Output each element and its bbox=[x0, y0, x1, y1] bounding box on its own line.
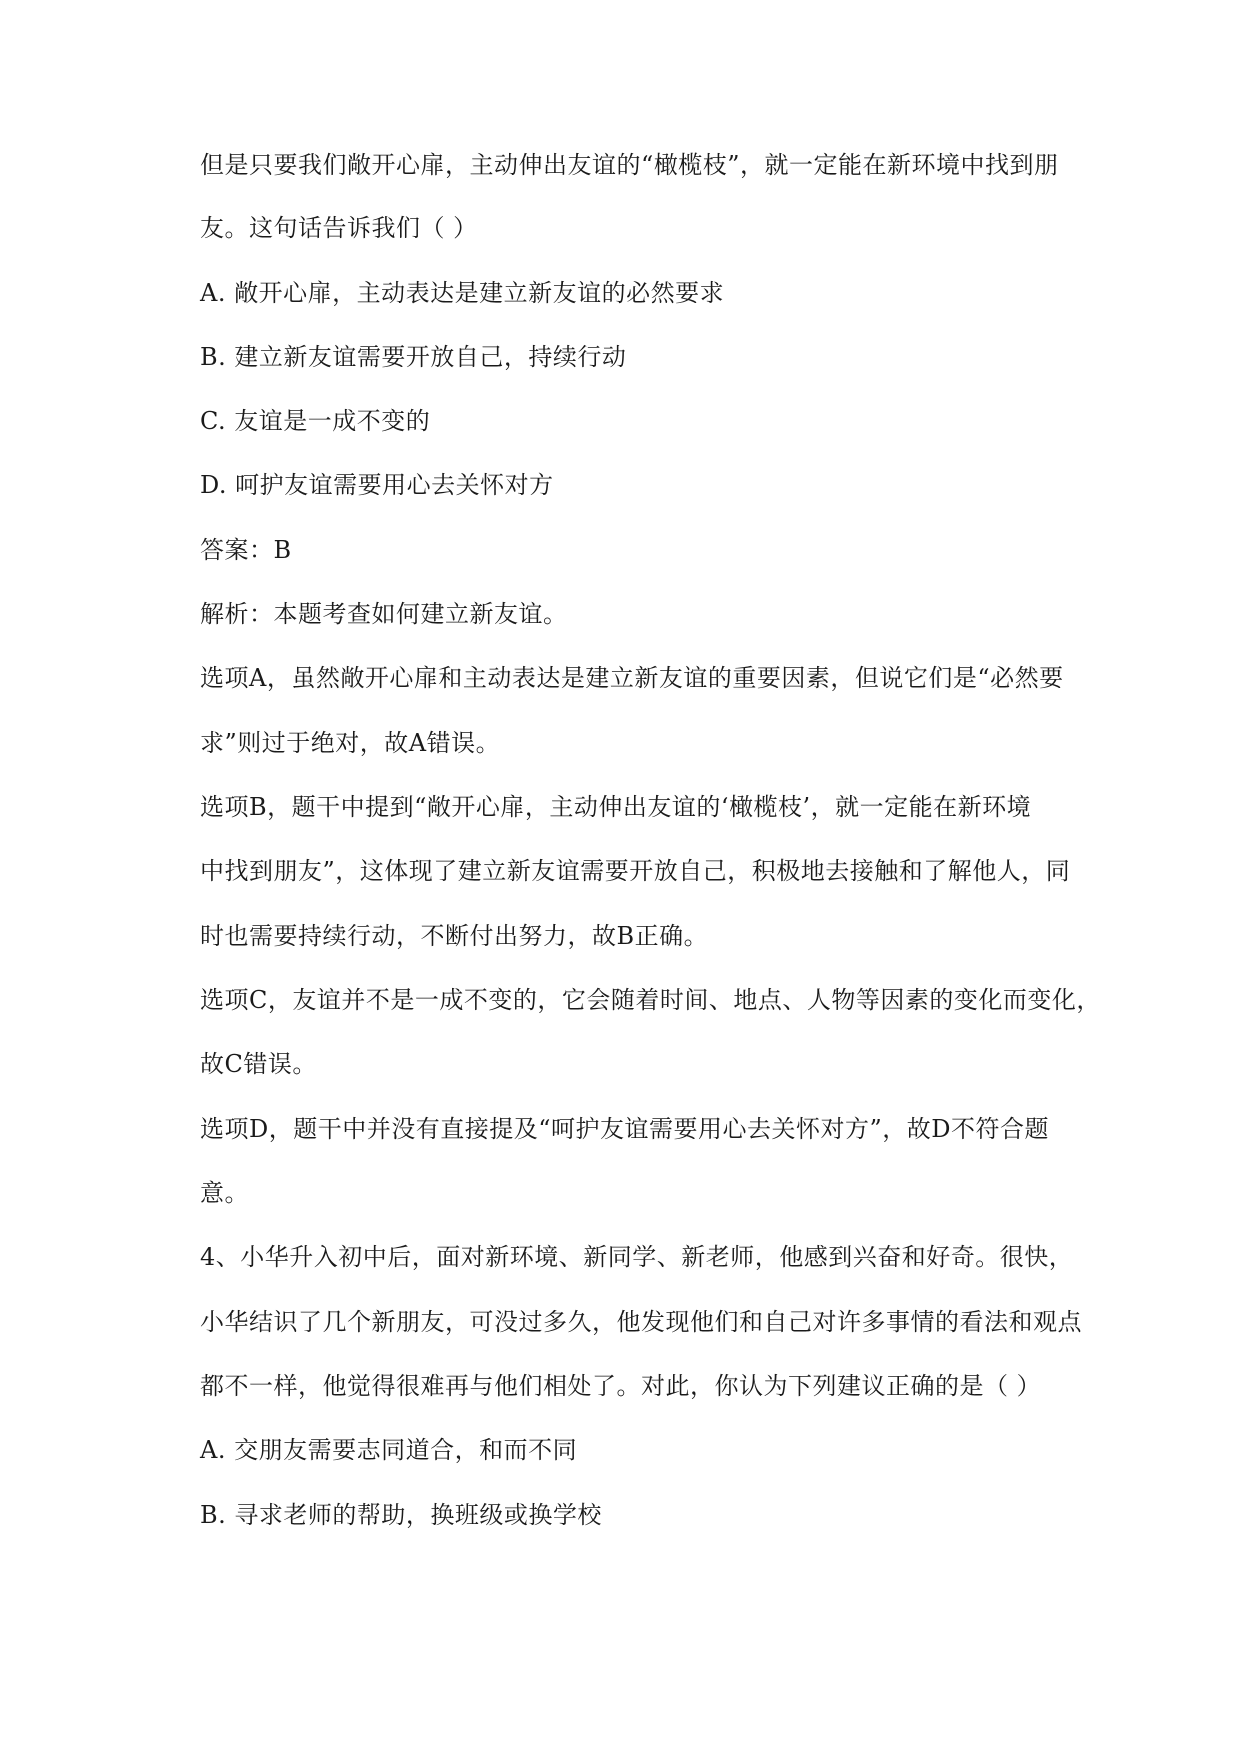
analysis-option-c-line-1: 选项C，友谊并不是一成不变的，它会随着时间、地点、人物等因素的变化而变化， bbox=[200, 986, 1101, 1014]
question-3-option-b: B. 建立新友谊需要开放自己，持续行动 bbox=[200, 343, 627, 371]
question-4-stem-line-3: 都不一样，他觉得很难再与他们相处了。对此，你认为下列建议正确的是（ ） bbox=[200, 1372, 1042, 1400]
analysis-option-a-line-2: 求”则过于绝对，故A错误。 bbox=[200, 729, 501, 757]
analysis-option-b-line-2: 中找到朋友”，这体现了建立新友谊需要开放自己，积极地去接触和了解他人，同 bbox=[200, 857, 1071, 885]
question-3-option-c: C. 友谊是一成不变的 bbox=[200, 407, 431, 435]
analysis-option-d-line-2: 意。 bbox=[200, 1179, 249, 1207]
question-3-stem-line-2: 友。这句话告诉我们（ ） bbox=[200, 214, 478, 242]
question-3-analysis-intro: 解析：本题考查如何建立新友谊。 bbox=[200, 600, 568, 628]
question-3-stem-line-1: 但是只要我们敞开心扉，主动伸出友谊的“橄榄枝”，就一定能在新环境中找到朋 bbox=[200, 151, 1059, 179]
question-4-stem-line-1: 4、小华升入初中后，面对新环境、新同学、新老师，他感到兴奋和好奇。很快， bbox=[200, 1243, 1074, 1271]
question-3-option-d: D. 呵护友谊需要用心去关怀对方 bbox=[200, 471, 554, 499]
question-4-option-b: B. 寻求老师的帮助，换班级或换学校 bbox=[200, 1501, 602, 1529]
analysis-option-a-line-1: 选项A，虽然敞开心扉和主动表达是建立新友谊的重要因素，但说它们是“必然要 bbox=[200, 664, 1064, 692]
analysis-option-b-line-3: 时也需要持续行动，不断付出努力，故B正确。 bbox=[200, 922, 709, 950]
analysis-option-c-line-2: 故C错误。 bbox=[200, 1050, 317, 1078]
question-3-answer: 答案：B bbox=[200, 536, 292, 564]
analysis-option-b-line-1: 选项B，题干中提到“敞开心扉，主动伸出友谊的‘橄榄枝’，就一定能在新环境 bbox=[200, 793, 1032, 821]
analysis-option-d-line-1: 选项D，题干中并没有直接提及“呵护友谊需要用心去关怀对方”，故D不符合题 bbox=[200, 1115, 1050, 1143]
question-4-stem-line-2: 小华结识了几个新朋友，可没过多久，他发现他们和自己对许多事情的看法和观点 bbox=[200, 1308, 1082, 1336]
question-3-option-a: A. 敞开心扉，主动表达是建立新友谊的必然要求 bbox=[200, 279, 725, 307]
question-4-option-a: A. 交朋友需要志同道合，和而不同 bbox=[200, 1436, 578, 1464]
